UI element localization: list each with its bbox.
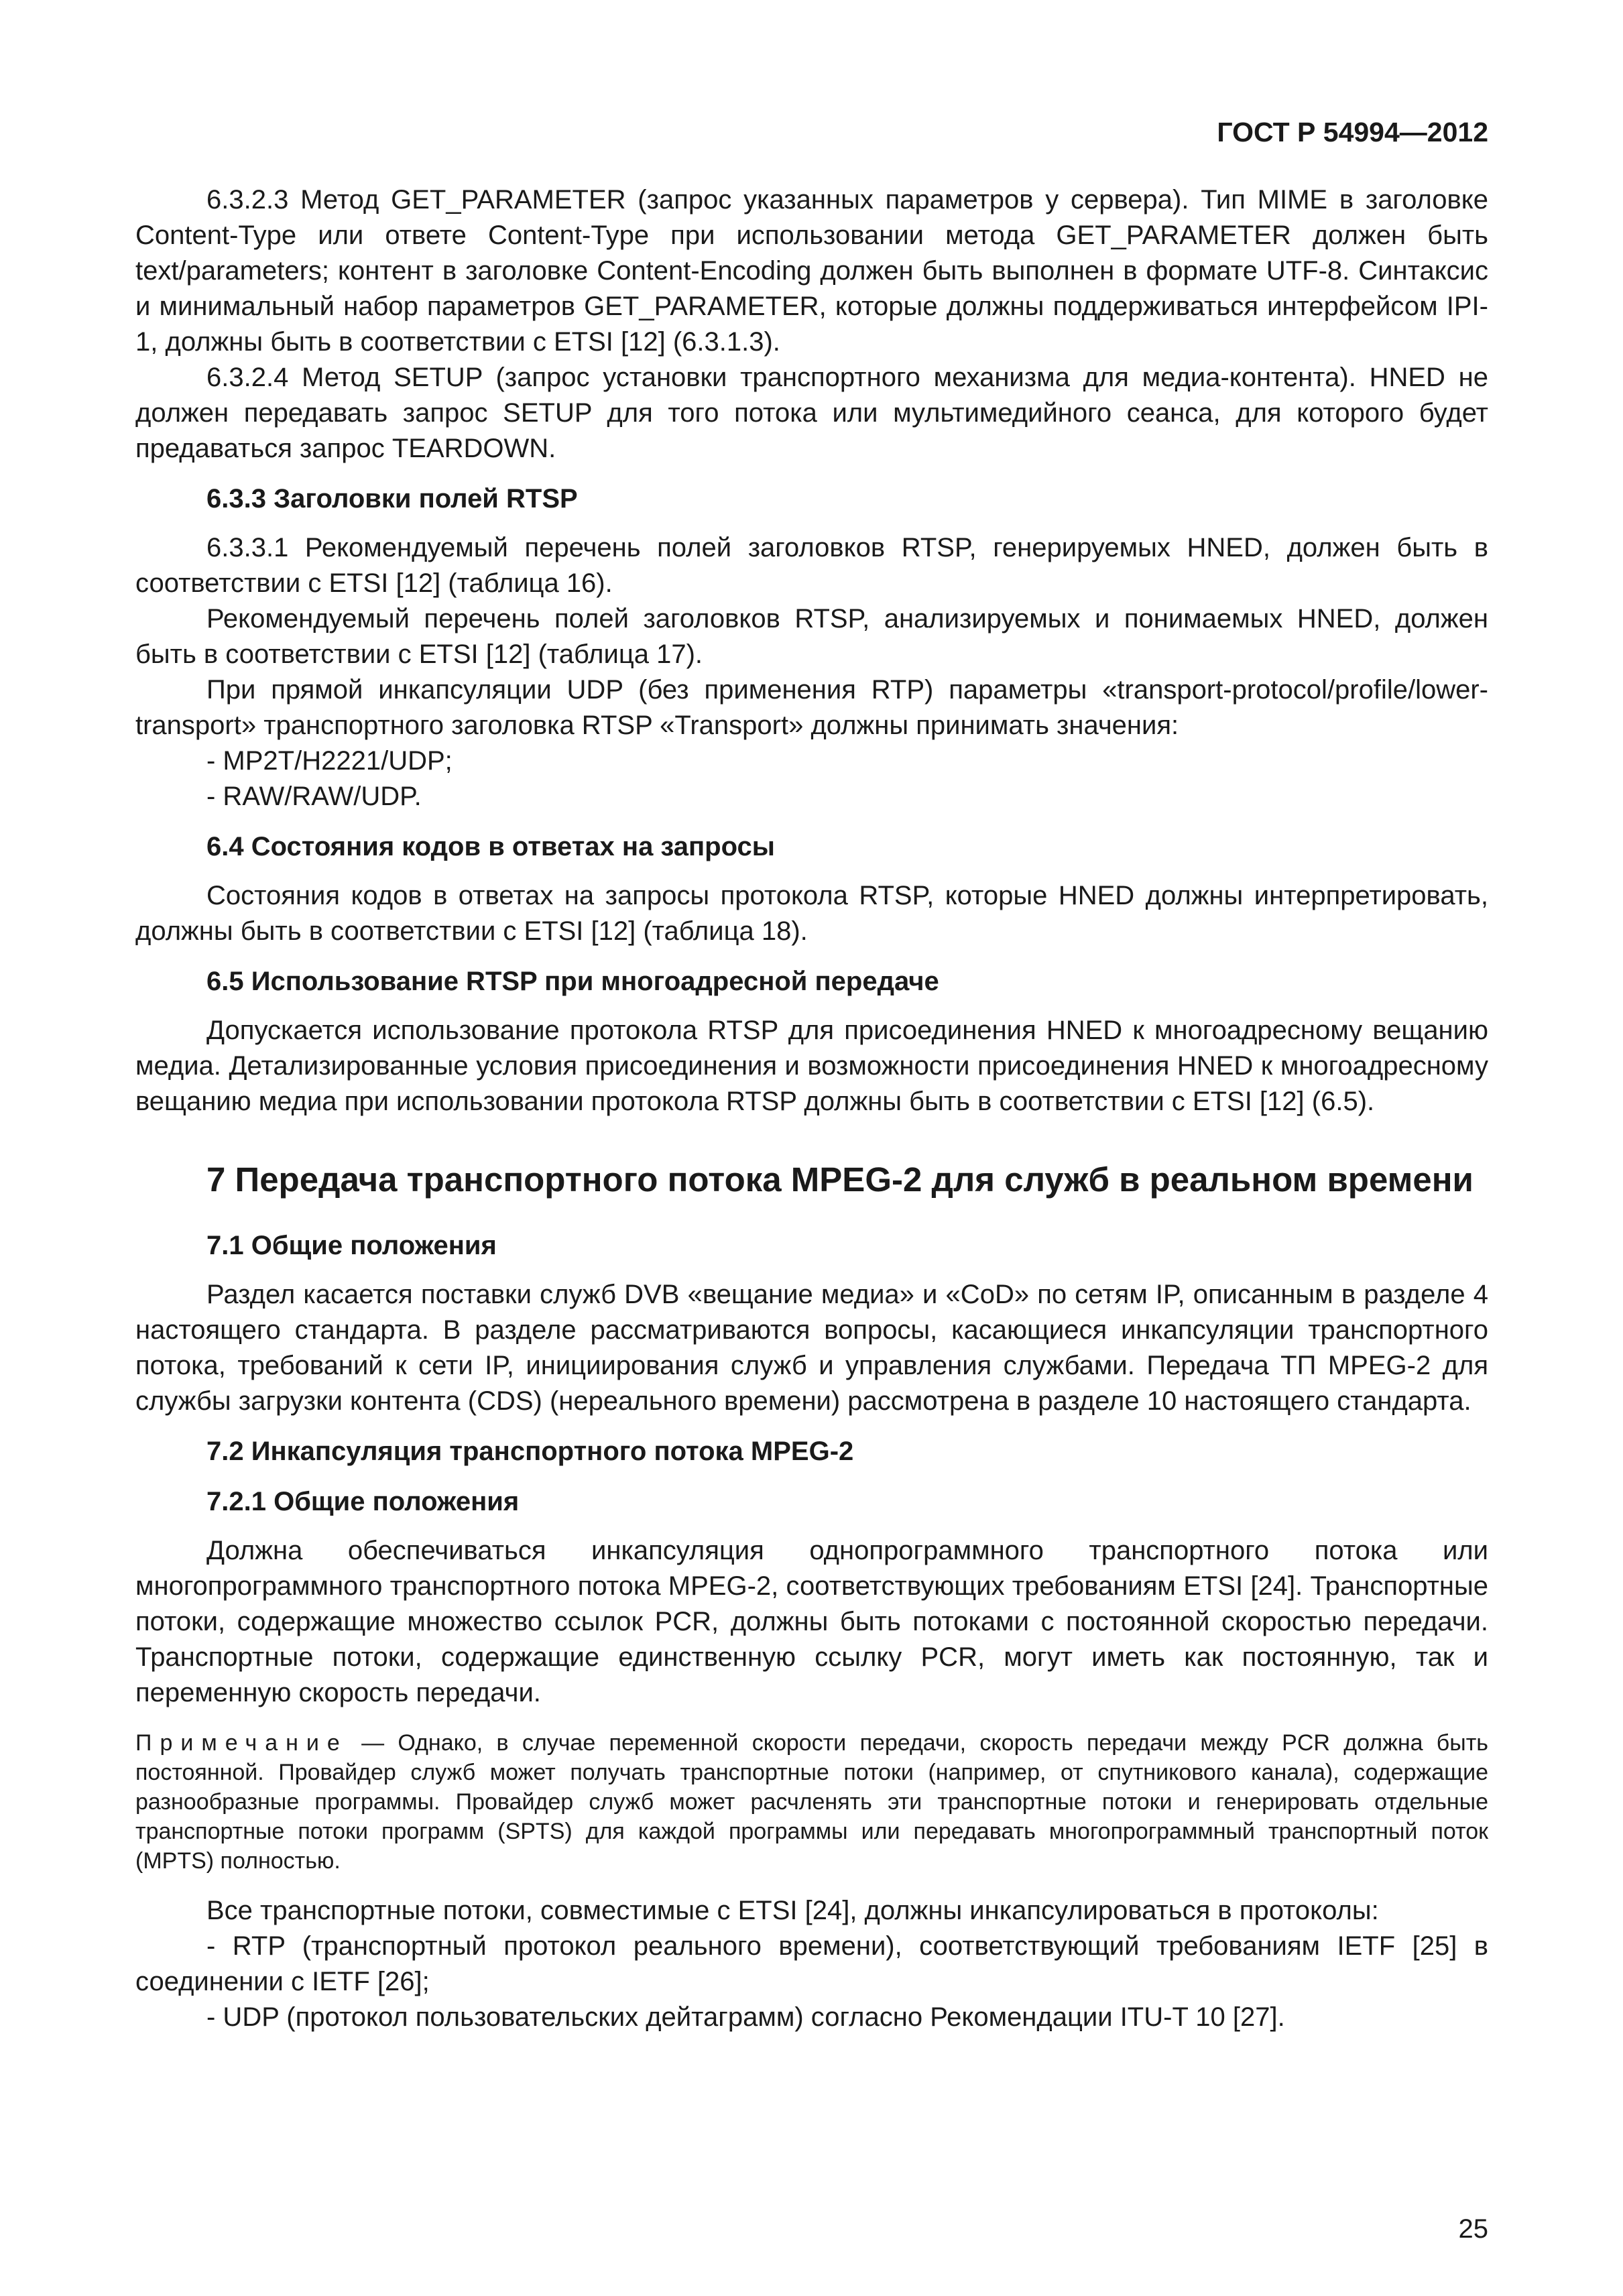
list-item: - RAW/RAW/UDP. [206,782,422,811]
paragraph: - RTP (транспортный протокол реального времени), соответствующий требованиям IETF [25] в соединении с IETF [26]; [135,1931,1488,1996]
subsection-heading: 7.1 Общие положения [206,1231,497,1260]
paragraph: 6.3.2.3 Метод GET_PARAMETER (запрос указанных параметров у сервера). Тип MIME в заголовке Content-Type или ответе Content-Type при использовании метода GET_PARAMETER должен быть text/parameters; контент в заголовке Content-Encoding должен быть выполнен в формате UTF-8. Синтаксис и минимальный набор параметров GET_PARAMETER, которые должны поддерживаться интерфейсом IPI-1, должны быть в соответствии с ETSI [12] (6.3.1.3). [135,185,1488,357]
paragraph: Раздел касается поставки служб DVB «вещание медиа» и «CoD» по сетям IP, описанным в разделе 4 настоящего стандарта. В разделе рассматриваются вопросы, касающиеся инкапсуляции транспортного потока, требований к сети IP, инициирования служб и управления службами. Передача ТП MPEG-2 для службы загрузки контента (CDS) (нереального времени) рассмотрена в разделе 10 настоящего стандарта. [135,1280,1488,1416]
subsection-heading: 6.3.3 Заголовки полей RTSP [206,484,578,513]
page-number: 25 [1458,2214,1488,2244]
paragraph: Состояния кодов в ответах на запросы протокола RTSP, которые HNED должны интерпретировать, должны быть в соответствии с ETSI [12] (таблица 18). [135,881,1488,946]
document-body [135,182,1488,2035]
paragraph: Должна обеспечиваться инкапсуляция однопрограммного транспортного потока или многопрограммного транспортного потока MPEG-2, соответствующих требованиям ETSI [24]. Транспортные потоки, содержащие множество ссылок PCR, должны быть потоками с постоянной скоростью передачи. Транспортные потоки, содержащие единственную ссылку PCR, могут иметь как постоянную, так и переменную скорость передачи. [135,1536,1488,1707]
paragraph: 6.3.2.4 Метод SETUP (запрос установки транспортного механизма для медиа-контента). HNED не должен передавать запрос SETUP для того потока или мультимедийного сеанса, для которого будет предаваться запрос TEARDOWN. [135,363,1488,463]
paragraph: При прямой инкапсуляции UDP (без применения RTP) параметры «transport-protocol/profile/lower-transport» транспортного заголовка RTSP «Transport» должны принимать значения: [135,675,1488,740]
document-page [135,115,1488,2244]
standard-header: ГОСТ Р 54994—2012 [1217,117,1488,147]
note-label: Примечание [135,1730,348,1756]
list-item: - MP2T/H2221/UDP; [206,746,453,776]
paragraph: Допускается использование протокола RTSP для присоединения HNED к многоадресному вещанию медиа. Детализированные условия присоединения и возможности присоединения HNED к многоадресному вещанию медиа при использовании протокола RTSP должны быть в соответствии с ETSI [12] (6.5). [135,1016,1488,1116]
subsection-heading: 6.4 Состояния кодов в ответах на запросы [206,832,775,861]
note-paragraph [135,1728,1488,1876]
paragraph: 6.3.3.1 Рекомендуемый перечень полей заголовков RTSP, генерируемых HNED, должен быть в соответствии с ETSI [12] (таблица 16). [135,533,1488,598]
paragraph: Рекомендуемый перечень полей заголовков RTSP, анализируемых и понимаемых HNED, должен быть в соответствии с ETSI [12] (таблица 17). [135,604,1488,669]
note-text: — Однако, в случае переменной скорости передачи, скорость передачи между PCR должна быть постоянной. Провайдер служб может получать транспортные потоки (например, от спутникового канала), содержащие разнообразные программы. Провайдер служб может расчленять эти транспортные потоки и генерировать отдельные транспортные потоки программ (SPTS) для каждой программы или передавать многопрограммный транспортный поток (MPTS) полностью. [135,1730,1488,1874]
subsection-heading: 7.2 Инкапсуляция транспортного потока MPEG-2 [206,1437,854,1466]
paragraph: Все транспортные потоки, совместимые с ETSI [24], должны инкапсулироваться в протоколы: [206,1896,1379,1925]
subsection-heading: 7.2.1 Общие положения [206,1487,520,1516]
section-heading: 7 Передача транспортного потока MPEG-2 для служб в реальном времени [206,1160,1474,1199]
paragraph: - UDP (протокол пользовательских дейтаграмм) согласно Рекомендации ITU-T 10 [27]. [206,2002,1285,2032]
subsection-heading: 6.5 Использование RTSP при многоадресной передаче [206,967,939,996]
